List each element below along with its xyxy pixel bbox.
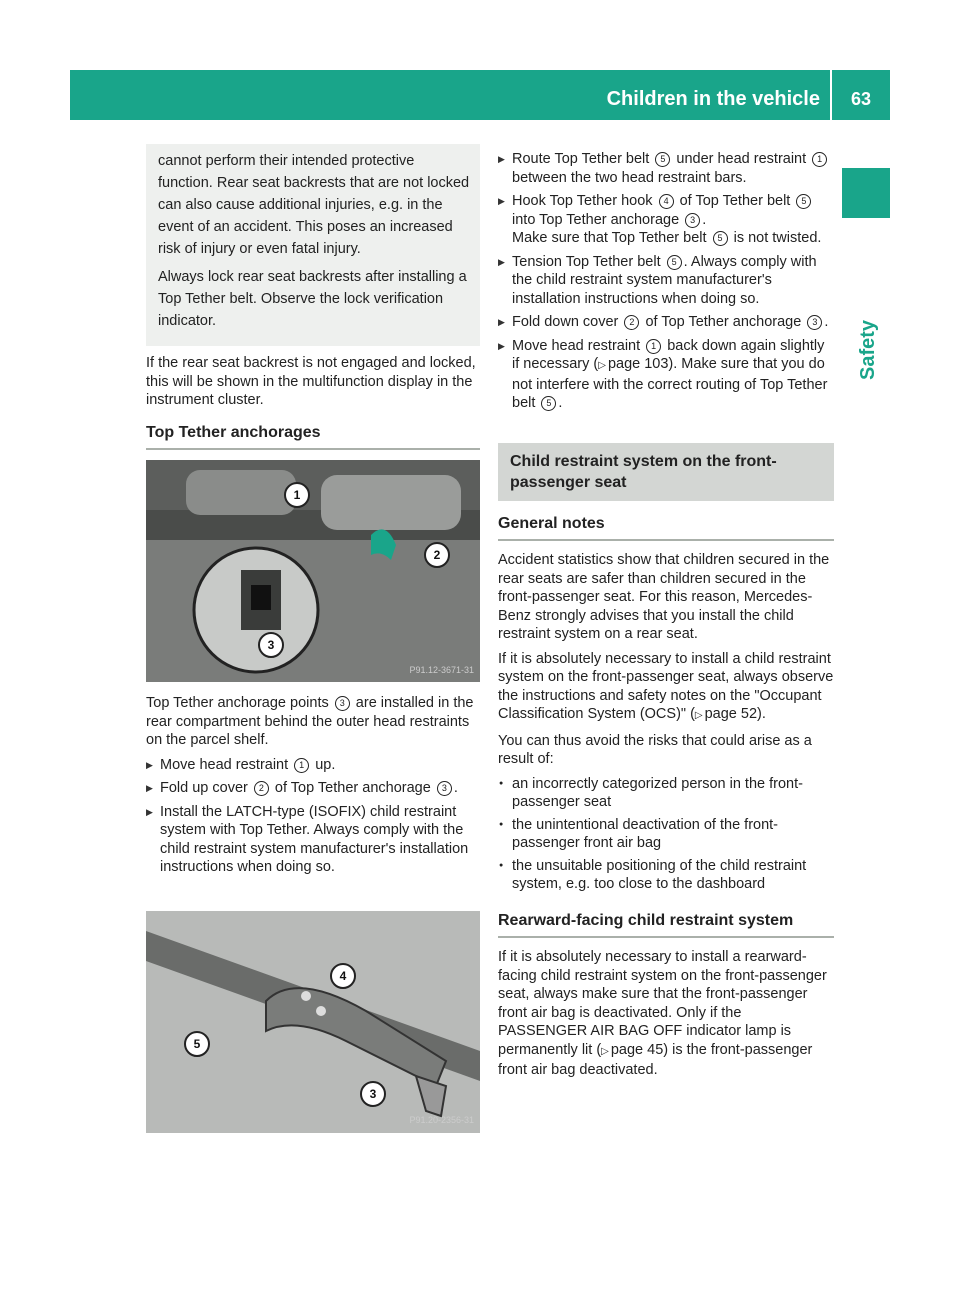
rearward-heading: Rearward-facing child restraint system (498, 912, 834, 939)
page-link[interactable]: ▷ page 103 (598, 356, 668, 372)
page-link[interactable]: ▷ page 52 (695, 706, 757, 722)
section-tab-label: Safety (857, 319, 879, 380)
bullet-item: ● an incorrectly categorized person in the front-passenger seat (498, 775, 834, 812)
anchorage-illustration (146, 460, 480, 682)
paragraph-rearward: If it is absolutely necessary to install a rearward-facing child restraint system on the front-passenger seat, always make sure that the front-passenger front air bag is deactivated. Only if the PASSENGER AIR BAG OFF indicator lamp is permanently lit (▷ page 45) is the front-passenger front air bag deactivated. (498, 948, 834, 1080)
page-link[interactable]: ▷ page 45 (601, 1042, 663, 1058)
step-item: ▶ Move head restraint 1 back down again slightly if necessary (▷ page 103). Make sure that you do not interfere with the correct routing of Top Tether belt 5 . (498, 337, 834, 413)
bullet-item: ● the unsuitable positioning of the child restraint system, e.g. too close to the dashboard (498, 857, 834, 894)
section-tab-marker (842, 168, 890, 218)
step-item: ▶ Route Top Tether belt 5 under head restraint 1 between the two head restraint bars. (498, 150, 834, 187)
paragraph: You can thus avoid the risks that could arise as a result of: (498, 732, 812, 767)
right-column (498, 150, 834, 1086)
figure-code: P91.12-3671-31 (409, 664, 474, 675)
step-item: ▶ Hook Top Tether hook 4 of Top Tether belt 5 into Top Tether anchorage 3 . Make sure that Top Tether belt 5 is not twisted. (498, 192, 834, 248)
warning-text-1: cannot perform their intended protective function. Rear seat backrests that are not locked can also cause additional injuries, e.g. in the event of an accident. This poses an increased risk of injury or even fatal injury. (158, 153, 470, 257)
paragraph-ocs: If it is absolutely necessary to install a child restraint system on the front-passenger seat, always observe the instructions and safety notes on the "Occupant Classification System (OCS)" (▷ page 52). (498, 650, 834, 726)
warning-text-2: Always lock rear seat backrests after installing a Top Tether belt. Observe the lock verification indicator. (158, 269, 467, 329)
warning-box (146, 144, 480, 346)
callout-1: 1 (284, 482, 310, 508)
page-header (70, 70, 890, 120)
callout-5: 5 (184, 1031, 210, 1057)
step-item: ▶ Fold down cover 2 of Top Tether anchorage 3 . (498, 313, 834, 332)
callout-3: 3 (258, 632, 284, 658)
general-notes-heading: General notes (498, 515, 834, 542)
callout-4: 4 (330, 963, 356, 989)
paragraph-anchorage-points: Top Tether anchorage points 3 are installed in the rear compartment behind the outer head restraints on the parcel shelf. (146, 695, 474, 748)
figure-top-tether-anchorage (146, 460, 480, 682)
bullet-item: ● the unintentional deactivation of the front-passenger front air bag (498, 816, 834, 853)
chapter-title: Children in the vehicle (606, 88, 820, 110)
paragraph: Accident statistics show that children secured in the rear seats are safer than children secured in the front-passenger seat. For this reason, Mercedes-Benz strongly advises that you install the child restraint system on a rear seat. (498, 552, 830, 642)
callout-2: 2 (424, 542, 450, 568)
step-item: ▶ Move head restraint 1 up. (146, 756, 480, 775)
page-number: 63 (850, 89, 872, 109)
step-item: ▶ Install the LATCH-type (ISOFIX) child restraint system with Top Tether. Always comply with the child restraint system manufacturer's installation instructions when doing so. (146, 803, 480, 877)
section-title-box: Child restraint system on the front-passenger seat (498, 443, 834, 501)
callout-3b: 3 (360, 1081, 386, 1107)
hook-illustration (146, 911, 480, 1133)
figure-top-tether-hook (146, 911, 480, 1133)
paragraph: If the rear seat backrest is not engaged and locked, this will be shown in the multifunction display in the instrument cluster. (146, 355, 476, 408)
left-column (146, 150, 480, 1145)
step-item: ▶ Tension Top Tether belt 5 . Always comply with the child restraint system manufacturer's installation instructions when doing so. (498, 253, 834, 309)
section-heading: Top Tether anchorages (146, 424, 480, 451)
figure-code: P91.20-2356-31 (409, 1115, 474, 1125)
step-item: ▶ Fold up cover 2 of Top Tether anchorage 3 . (146, 779, 480, 798)
